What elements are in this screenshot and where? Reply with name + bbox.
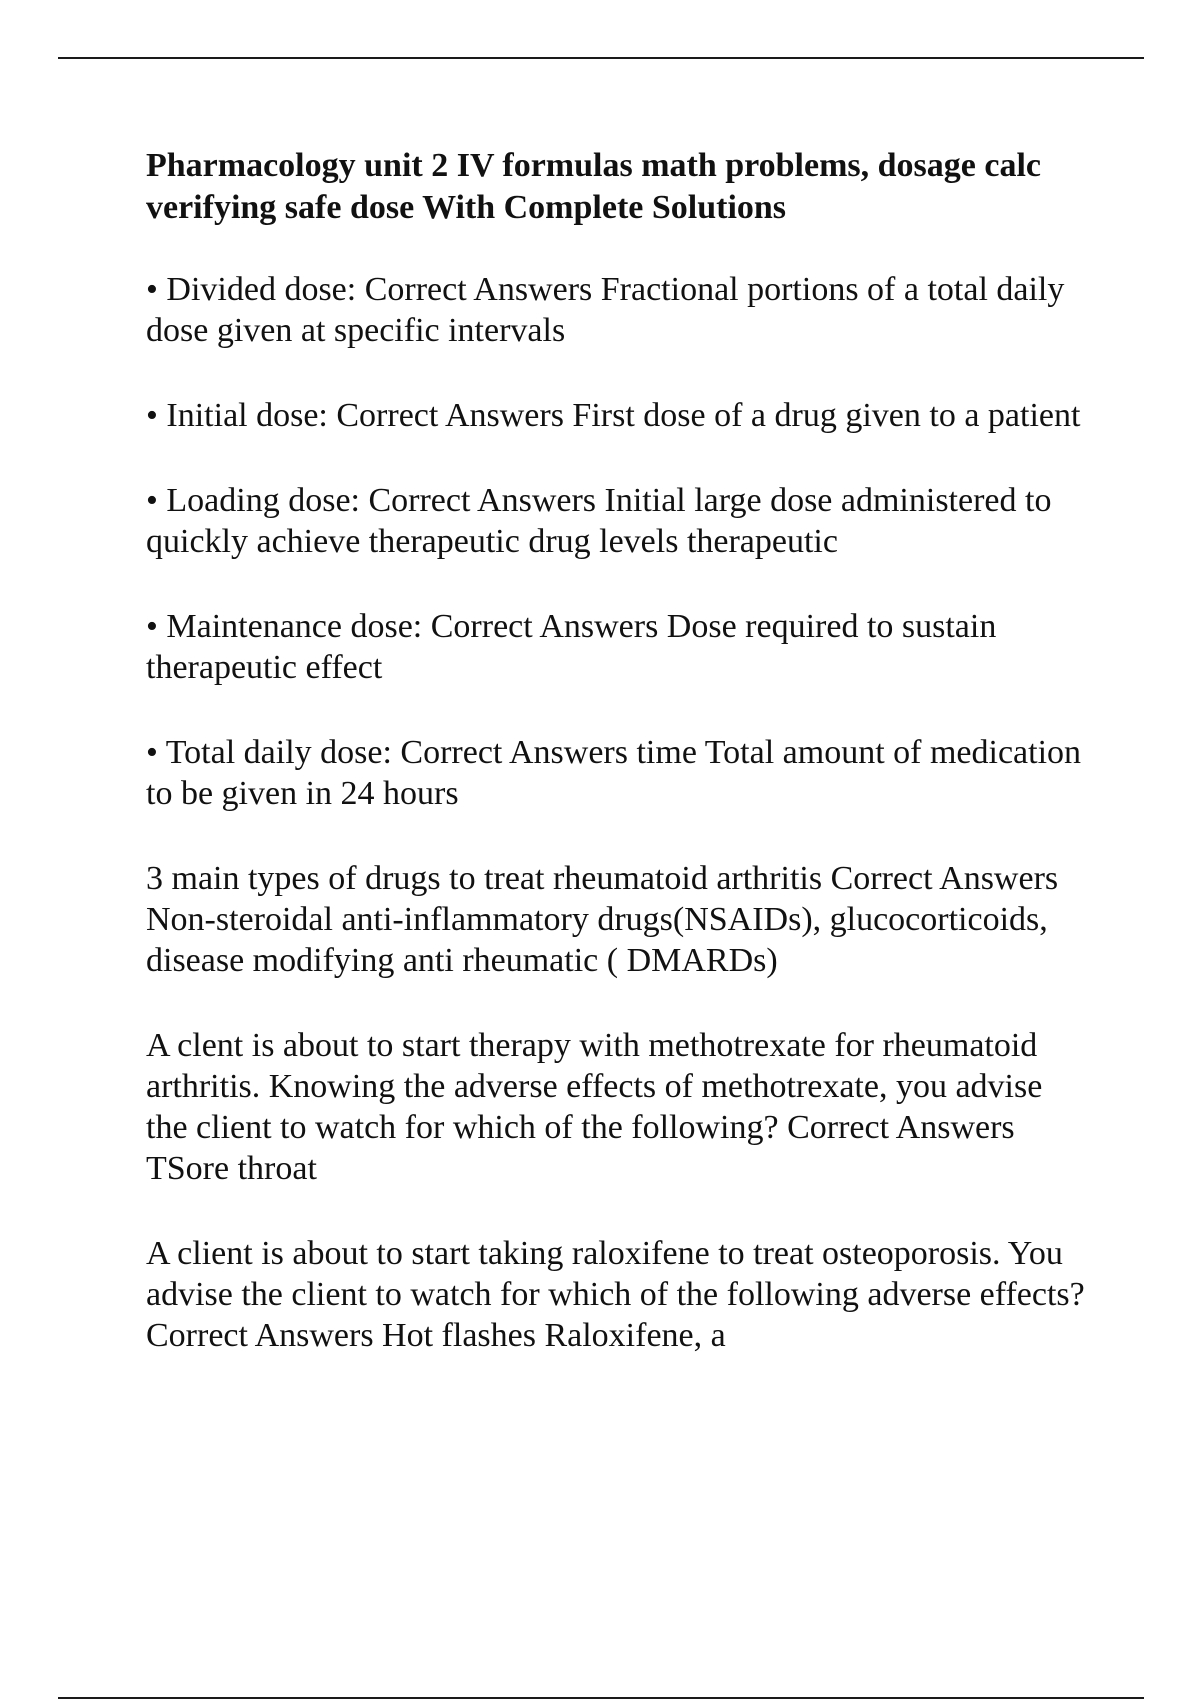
top-rule xyxy=(58,57,1144,59)
entry-methotrexate: A clent is about to start therapy with methotrexate for rheumatoid arthritis. Knowing the adverse effects of methotrexate, you advise the client to watch for which of the following? Correct Answers TSore throat xyxy=(146,1027,1043,1187)
document-title: Pharmacology unit 2 IV formulas math problems, dosage calc verifying safe dose With Complete Solutions xyxy=(146,147,1042,226)
entry-rheumatoid-drugs: 3 main types of drugs to treat rheumatoid arthritis Correct Answers Non-steroidal anti-inflammatory drugs(NSAIDs), glucocorticoids, disease modifying anti rheumatic ( DMARDs) xyxy=(146,860,1059,979)
bottom-rule xyxy=(58,1697,1144,1699)
entry-maintenance-dose: • Maintenance dose: Correct Answers Dose required to sustain therapeutic effect xyxy=(146,608,997,686)
entry-total-daily-dose: • Total daily dose: Correct Answers time Total amount of medication to be given in 24 hours xyxy=(146,734,1082,812)
entry-initial-dose: • Initial dose: Correct Answers First dose of a drug given to a patient xyxy=(146,397,1081,434)
document-body xyxy=(146,145,1086,1400)
entry-divided-dose: • Divided dose: Correct Answers Fractional portions of a total daily dose given at specific intervals xyxy=(146,271,1065,349)
entry-loading-dose: • Loading dose: Correct Answers Initial large dose administered to quickly achieve therapeutic drug levels therapeutic xyxy=(146,482,1052,560)
entry-raloxifene: A client is about to start taking raloxifene to treat osteoporosis. You advise the client to watch for which of the following adverse effects? Correct Answers Hot flashes Raloxifene, a xyxy=(146,1235,1085,1354)
